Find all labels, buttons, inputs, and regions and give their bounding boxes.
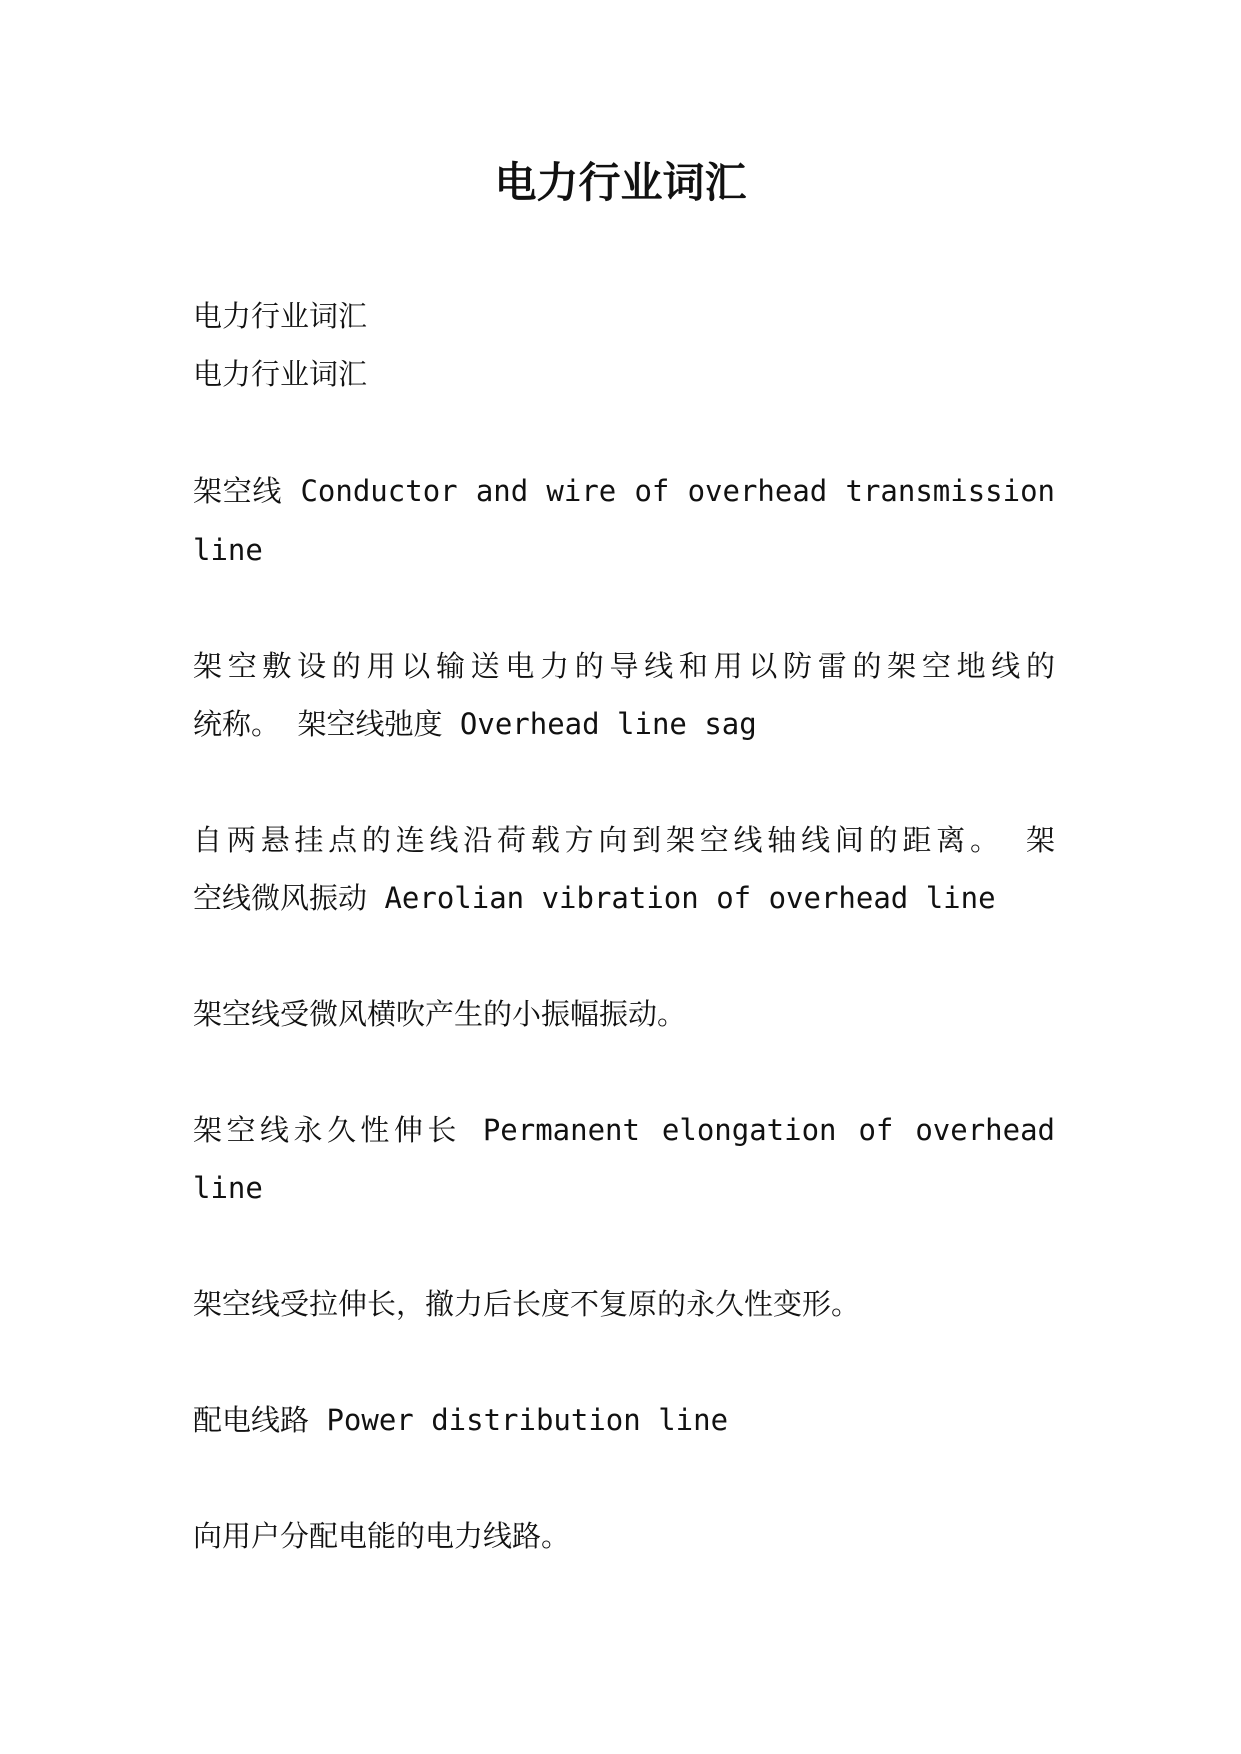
term-line: 架空线永久性伸长 Permanent elongation of overhead bbox=[193, 1113, 1055, 1147]
definition-line: 统称。 架空线弛度 Overhead line sag bbox=[193, 707, 757, 741]
heading-line: 电力行业词汇 bbox=[193, 357, 368, 391]
term-line: 空线微风振动 Aerolian vibration of overhead line bbox=[193, 881, 996, 915]
term-line: line bbox=[193, 1171, 263, 1205]
document-title: 电力行业词汇 bbox=[494, 158, 747, 207]
definition-line: 自两悬挂点的连线沿荷载方向到架空线轴线间的距离。 架 bbox=[193, 823, 1055, 857]
term-line: line bbox=[193, 533, 263, 567]
term-line: 配电线路 Power distribution line bbox=[193, 1403, 729, 1437]
definition-line: 架空敷设的用以输送电力的导线和用以防雷的架空地线的 bbox=[193, 649, 1055, 683]
definition-line: 架空线受拉伸长，撤力后长度不复原的永久性变形。 bbox=[193, 1287, 861, 1321]
definition-line: 架空线受微风横吹产生的小振幅振动。 bbox=[193, 997, 687, 1031]
term-line: 架空线 Conductor and wire of overhead transmission bbox=[193, 474, 1055, 508]
heading-line: 电力行业词汇 bbox=[193, 299, 368, 333]
definition-line: 向用户分配电能的电力线路。 bbox=[193, 1519, 571, 1553]
